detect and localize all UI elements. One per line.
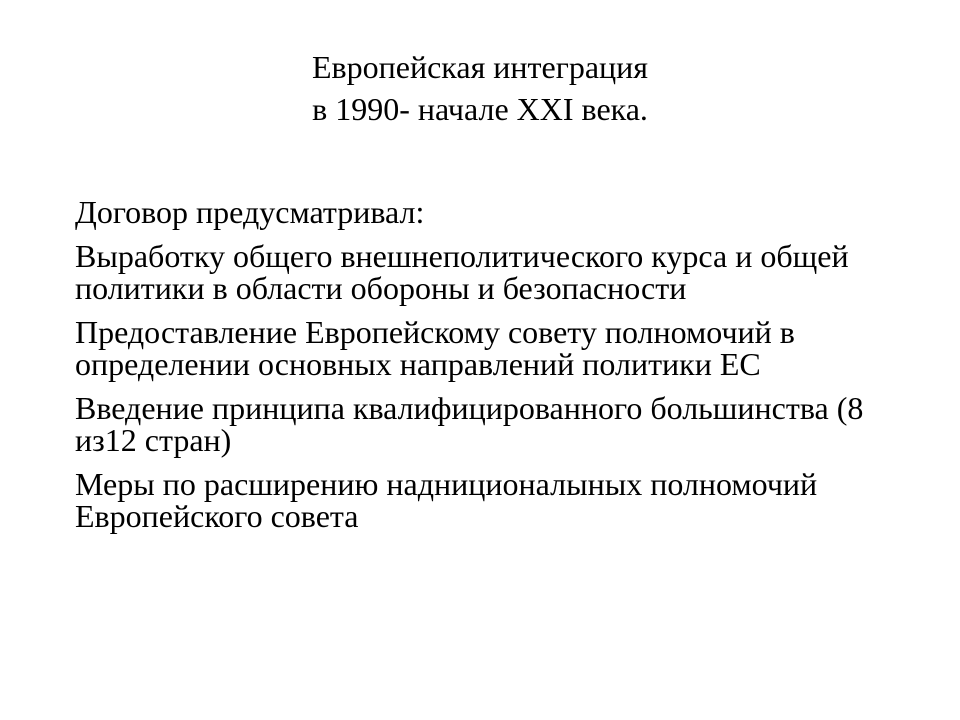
list-item: Выработку общего внешнеполитического курса и общей политики в области обороны и безопасности <box>75 238 849 306</box>
slide-body <box>75 196 895 544</box>
slide-title <box>0 46 960 130</box>
list-item: Предоставление Европейскому совету полномочий в определении основных направлений политики ЕС <box>75 314 795 382</box>
slide-title-line-1: Европейская интеграция <box>311 49 649 85</box>
intro-text: Договор предусматривал: <box>75 194 425 230</box>
list-item: Введение принципа квалифицированного большинства (8 из12 стран) <box>75 390 864 458</box>
slide-title-line-2: в 1990- начале XXI века. <box>312 91 648 127</box>
list-item: Меры по расширению надниционалыных полномочий Европейского совета <box>75 466 818 534</box>
